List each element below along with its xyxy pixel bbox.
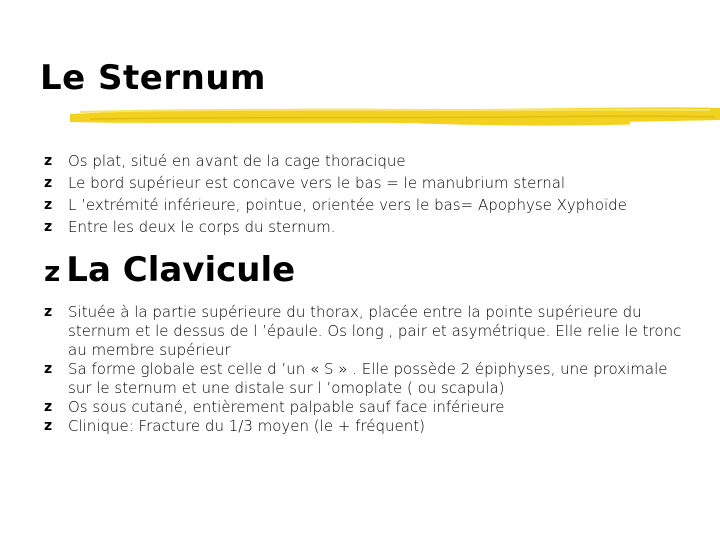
list-item: z Os plat, situé en avant de la cage thoracique	[44, 152, 406, 170]
list-item: z Située à la partie supérieure du thorax, placée entre la pointe supérieure du sternum et le dessus de l ’épaule. Os long , pair et asymétrique. Elle relie le tronc au membre supérieur	[44, 303, 682, 359]
list-item: z L ’extrémité inférieure, pointue, orientée vers le bas= Apophyse Xyphoïde	[44, 196, 627, 214]
z-bullet-icon: z	[44, 219, 53, 235]
list-item: z Sa forme globale est celle d ’un « S » . Elle possède 2 épiphyses, une proximale sur le sternum et une distale sur l ’omoplate ( ou scapula)	[44, 360, 668, 397]
z-bullet-icon: z	[44, 197, 53, 213]
title-underline-brush	[70, 100, 720, 132]
z-bullet-icon: z	[44, 153, 53, 169]
list-item: z Os sous cutané, entièrement palpable sauf face inférieure	[44, 398, 505, 416]
sternum-list	[44, 150, 627, 238]
list-item: z Clinique: Fracture du 1/3 moyen (le + fréquent)	[44, 417, 425, 435]
section-heading-clavicule: z La Clavicule	[44, 250, 296, 290]
slide-title: Le Sternum	[40, 58, 266, 98]
z-bullet-icon: z	[44, 304, 53, 320]
z-bullet-icon: z	[44, 361, 53, 377]
z-bullet-icon: z	[44, 399, 53, 415]
list-item: z Le bord supérieur est concave vers le bas = le manubrium sternal	[44, 174, 566, 192]
z-bullet-icon: z	[44, 175, 53, 191]
z-bullet-icon: z	[44, 255, 61, 288]
clavicule-list	[44, 303, 684, 436]
z-bullet-icon: z	[44, 418, 53, 434]
list-item: z Entre les deux le corps du sternum.	[44, 218, 336, 236]
